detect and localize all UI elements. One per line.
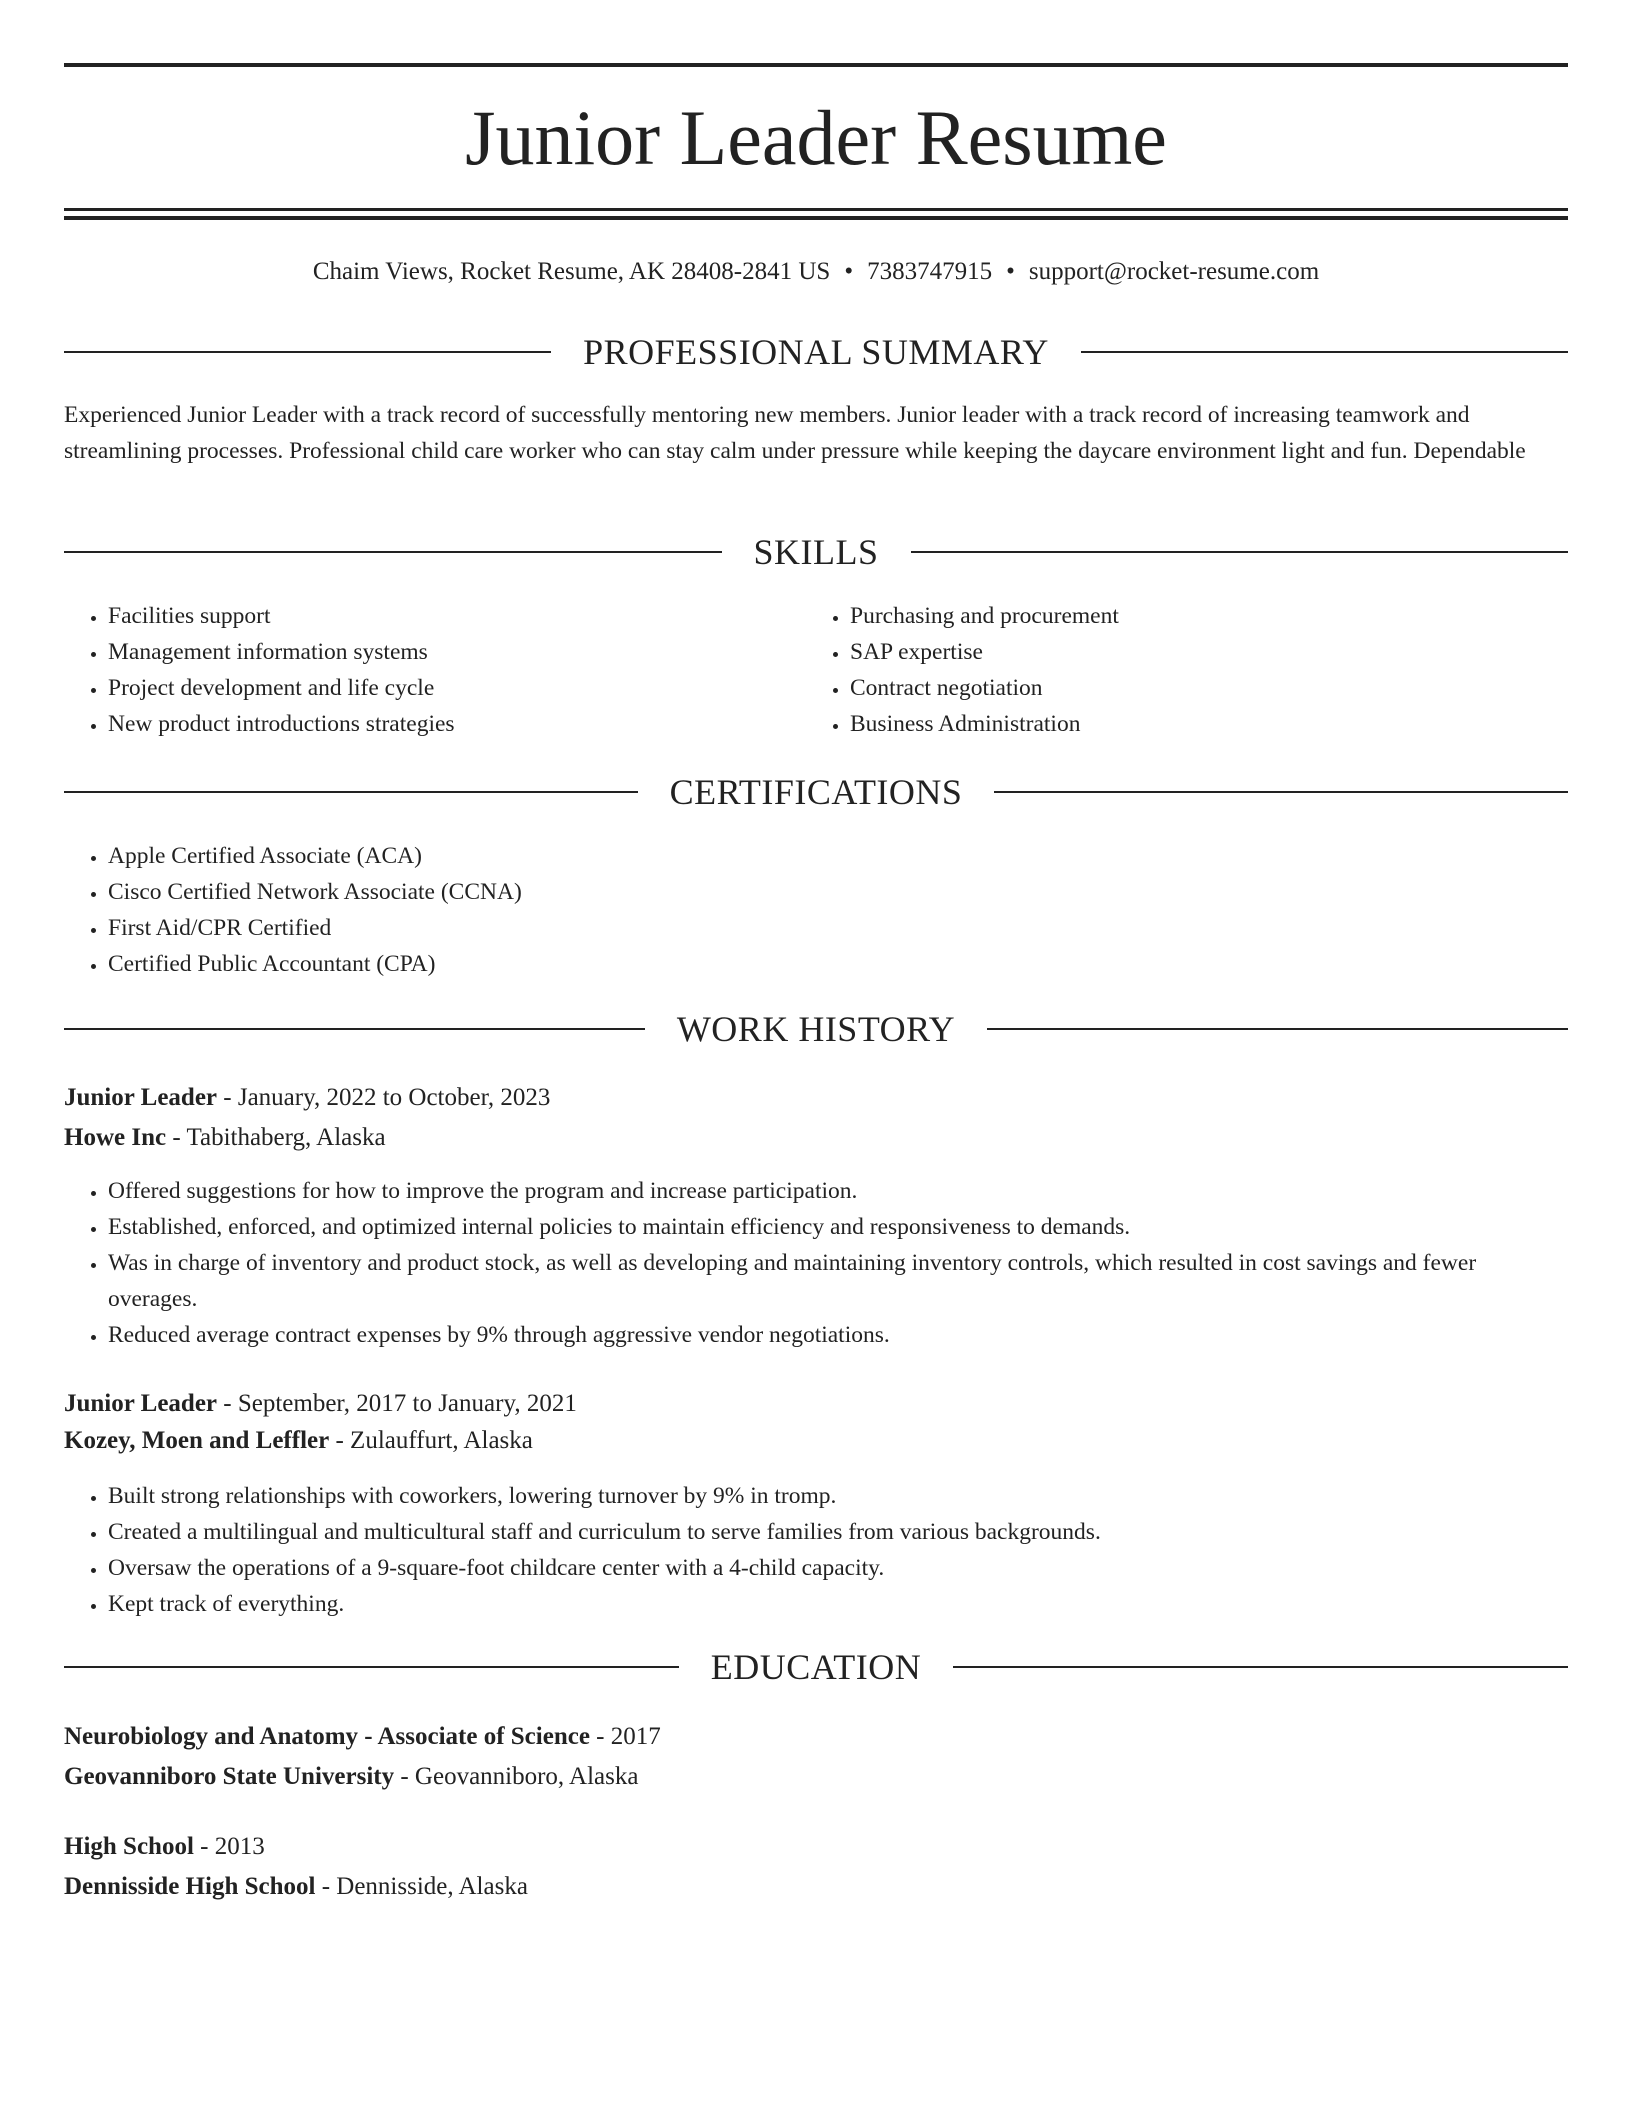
job-title-line [64,1384,577,1424]
school-name: Dennisside High School [64,1873,316,1900]
job-location: - Zulauffurt, Alaska [329,1427,533,1454]
degree-year: - 2017 [589,1723,661,1750]
job-role: Junior Leader [64,1084,218,1111]
job-company-line [64,1118,386,1158]
job-dates: - September, 2017 to January, 2021 [217,1390,577,1417]
job-duty-item: • Established, enforced, and optimized internal policies to maintain efficiency and responsiveness to demands. [108,1209,1568,1245]
degree-name: Neurobiology and Anatomy - Associate of Science [64,1723,590,1750]
divider-line [911,551,1569,553]
job-duty-item: • Reduced average contract expenses by 9% through aggressive vendor negotiations. [108,1317,1568,1353]
certification-item: • Cisco Certified Network Associate (CCNA) [108,874,1568,910]
divider-line [64,1666,679,1668]
section-title: EDUCATION [710,1647,922,1687]
job-company: Kozey, Moen and Leffler [64,1427,330,1454]
contact-address: Chaim Views, Rocket Resume, AK 28408-2841 US [312,258,831,285]
section-title: WORK HISTORY [676,1009,956,1049]
certification-item: • First Aid/CPR Certified [108,910,1568,946]
skill-item: • New product introductions strategies [108,706,808,742]
school-line [64,1757,638,1797]
school-name: Geovanniboro State University [64,1763,395,1790]
degree-line [64,1717,661,1757]
school-location: - Dennisside, Alaska [315,1873,528,1900]
certification-item: • Apple Certified Associate (ACA) [108,838,1568,874]
work-history-heading [64,1004,1568,1054]
summary-heading [64,327,1568,377]
divider-line [994,791,1568,793]
section-title: CERTIFICATIONS [669,772,963,812]
contact-phone: 7383747915 [867,258,993,285]
certifications-list [64,838,1568,982]
skill-item: • Facilities support [108,598,808,634]
job-duty-item: • Built strong relationships with coworkers, lowering turnover by 9% in tromp. [108,1478,1568,1514]
skill-item: • Contract negotiation [850,670,1550,706]
header-top-rule [64,63,1568,67]
job-duties-list [64,1478,1568,1622]
job-duty-item: • Kept track of everything. [108,1586,1568,1622]
skill-item: • Purchasing and procurement [850,598,1550,634]
contact-separator: • [844,258,854,285]
job-duty-item: • Offered suggestions for how to improve the program and increase participation. [108,1173,1568,1209]
skill-item: • Project development and life cycle [108,670,808,706]
divider-line [64,351,551,353]
certifications-heading [64,767,1568,817]
job-location: - Tabithaberg, Alaska [166,1124,386,1151]
section-title: PROFESSIONAL SUMMARY [583,332,1049,372]
divider-line [987,1028,1568,1030]
summary-text: Experienced Junior Leader with a track record of successfully mentoring new members. Junior leader with a track record of increasing teamwork and streamlining processes. Professional child care worker who can stay calm under pressure while keeping the daycare environment light and fun. Dependable [64,402,1526,464]
job-duty-item: • Was in charge of inventory and product stock, as well as developing and maintaining inventory controls, which resulted in cost savings and fewer overages. [108,1245,1568,1317]
school-location: - Geovanniboro, Alaska [394,1763,639,1790]
divider-line [64,551,722,553]
divider-line [953,1666,1568,1668]
contact-email: support@rocket-resume.com [1028,258,1320,285]
header-bottom-rule [64,208,1568,211]
education-heading [64,1642,1568,1692]
divider-line [64,791,638,793]
header-bottom-rule-2 [64,216,1568,220]
job-duty-item: • Created a multilingual and multicultural staff and curriculum to serve families from various backgrounds. [108,1514,1568,1550]
degree-name: High School [64,1833,194,1860]
job-duty-item: • Oversaw the operations of a 9-square-foot childcare center with a 4-child capacity. [108,1550,1568,1586]
skill-item: • Business Administration [850,706,1550,742]
degree-line [64,1827,265,1867]
skills-heading [64,527,1568,577]
job-duties-list [64,1173,1568,1353]
divider-line [64,1028,645,1030]
degree-year: - 2013 [193,1833,265,1860]
job-company: Howe Inc [64,1124,167,1151]
divider-line [1081,351,1568,353]
skills-list-right [806,598,1550,742]
skill-item: • SAP expertise [850,634,1550,670]
contact-line [64,252,1568,292]
job-company-line [64,1421,533,1461]
resume-title: Junior Leader Resume [465,94,1167,181]
section-title: SKILLS [753,532,879,572]
job-title-line [64,1078,550,1118]
job-role: Junior Leader [64,1390,218,1417]
certification-item: • Certified Public Accountant (CPA) [108,946,1568,982]
contact-separator: • [1006,258,1015,285]
school-line [64,1867,528,1907]
job-dates: - January, 2022 to October, 2023 [217,1084,551,1111]
skills-list-left [64,598,808,742]
skill-item: • Management information systems [108,634,808,670]
